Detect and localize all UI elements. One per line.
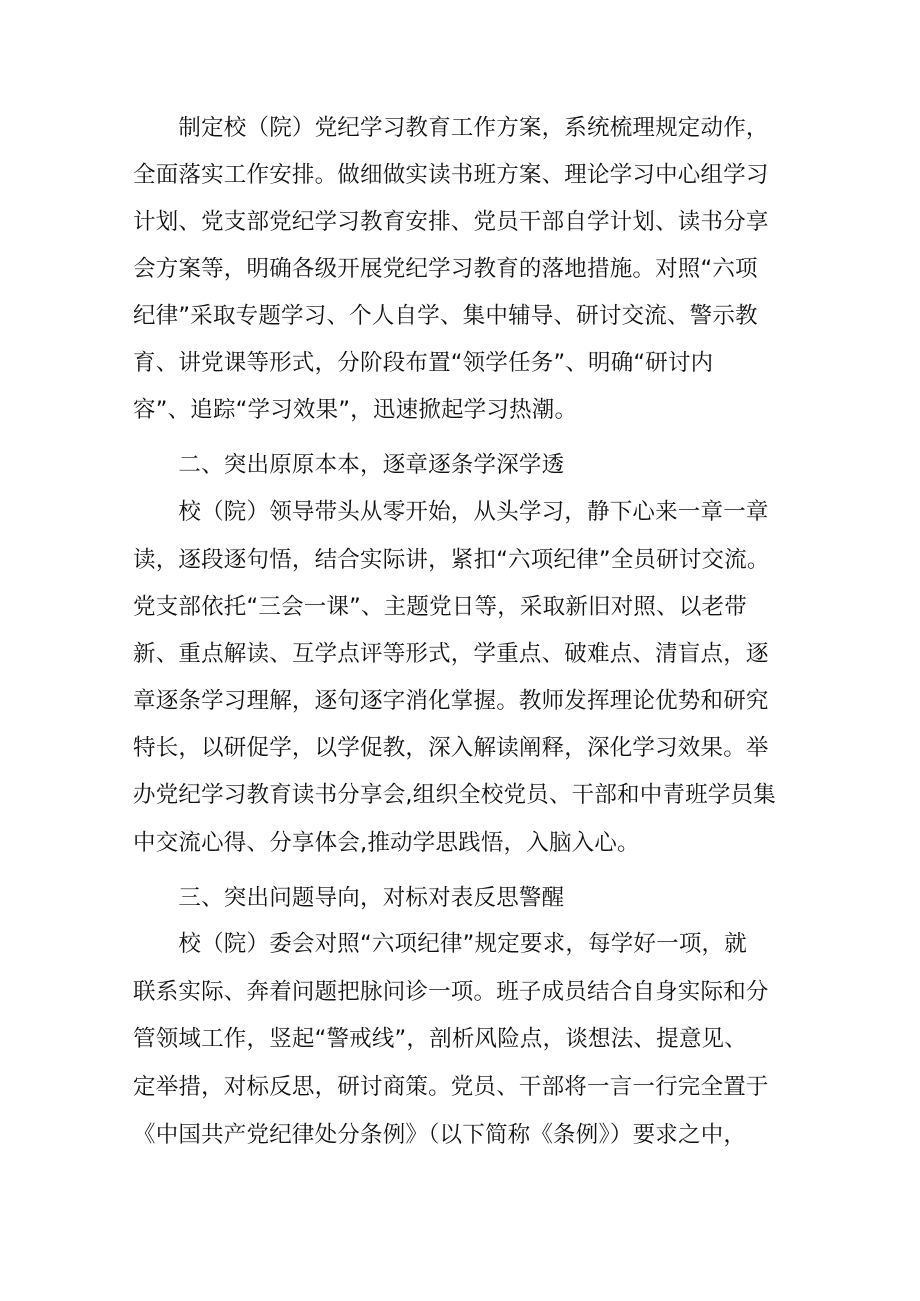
paragraph-line: 校（院）委会对照“六项纪律”规定要求，每学好一项，就 — [133, 931, 747, 957]
paragraph-line: 联系实际、奔着问题把脉问诊一项。班子成员结合自身实际和分 — [133, 979, 769, 1005]
paragraph-line: 全面落实工作安排。做细做实读书班方案、理论学习中心组学习 — [133, 162, 769, 188]
paragraph-line: 纪律”采取专题学习、个人自学、集中辅导、研讨交流、警示教 — [133, 303, 758, 329]
paragraph-line: 管领域工作，竖起“警戒线”，剖析风险点，谈想法、提意见、 — [133, 1026, 747, 1052]
paragraph-line: 容”、追踪“学习效果”，迅速掀起学习热潮。 — [133, 397, 578, 423]
section-heading: 二、突出原原本本，逐章逐条学深学透 — [133, 452, 565, 478]
paragraph-line: 定举措，对标反思，研讨商策。党员、干部将一言一行完全置于 — [133, 1074, 769, 1100]
paragraph-line: 制定校（院）党纪学习教育工作方案，系统梳理规定动作， — [133, 115, 769, 141]
paragraph-line: 办党纪学习教育读书分享会,组织全校党员、干部和中青班学员集 — [133, 782, 776, 808]
paragraph-line: 章逐条学习理解，逐句逐字消化掌握。教师发挥理论优势和研究 — [133, 688, 769, 714]
paragraph-line: 计划、党支部党纪学习教育安排、党员干部自学计划、读书分享 — [133, 209, 769, 235]
paragraph-line: 校（院）领导带头从零开始，从头学习，静下心来一章一章 — [133, 499, 769, 525]
paragraph-line: 党支部依托“三会一课”、主题党日等，采取新旧对照、以老带 — [133, 594, 747, 620]
paragraph-line: 特长，以研促学，以学促教，深入解读阐释，深化学习效果。举 — [133, 735, 769, 761]
paragraph-line: 读，逐段逐句悟，结合实际讲，紧扣“六项纪律”全员研讨交流。 — [133, 547, 770, 573]
paragraph-line: 会方案等，明确各级开展党纪学习教育的落地措施。对照“六项 — [133, 256, 758, 282]
paragraph-line: 育、讲党课等形式，分阶段布置“领学任务”、明确“研讨内 — [133, 350, 714, 376]
paragraph-line: 《中国共产党纪律处分条例》（以下简称《条例》）要求之中， — [133, 1122, 747, 1148]
paragraph-line: 中交流心得、分享体会,推动学思践悟，入脑入心。 — [133, 830, 640, 856]
section-heading: 三、突出问题导向，对标对表反思警醒 — [133, 885, 565, 911]
paragraph-line: 新、重点解读、互学点评等形式，学重点、破难点、清盲点，逐 — [133, 641, 769, 667]
